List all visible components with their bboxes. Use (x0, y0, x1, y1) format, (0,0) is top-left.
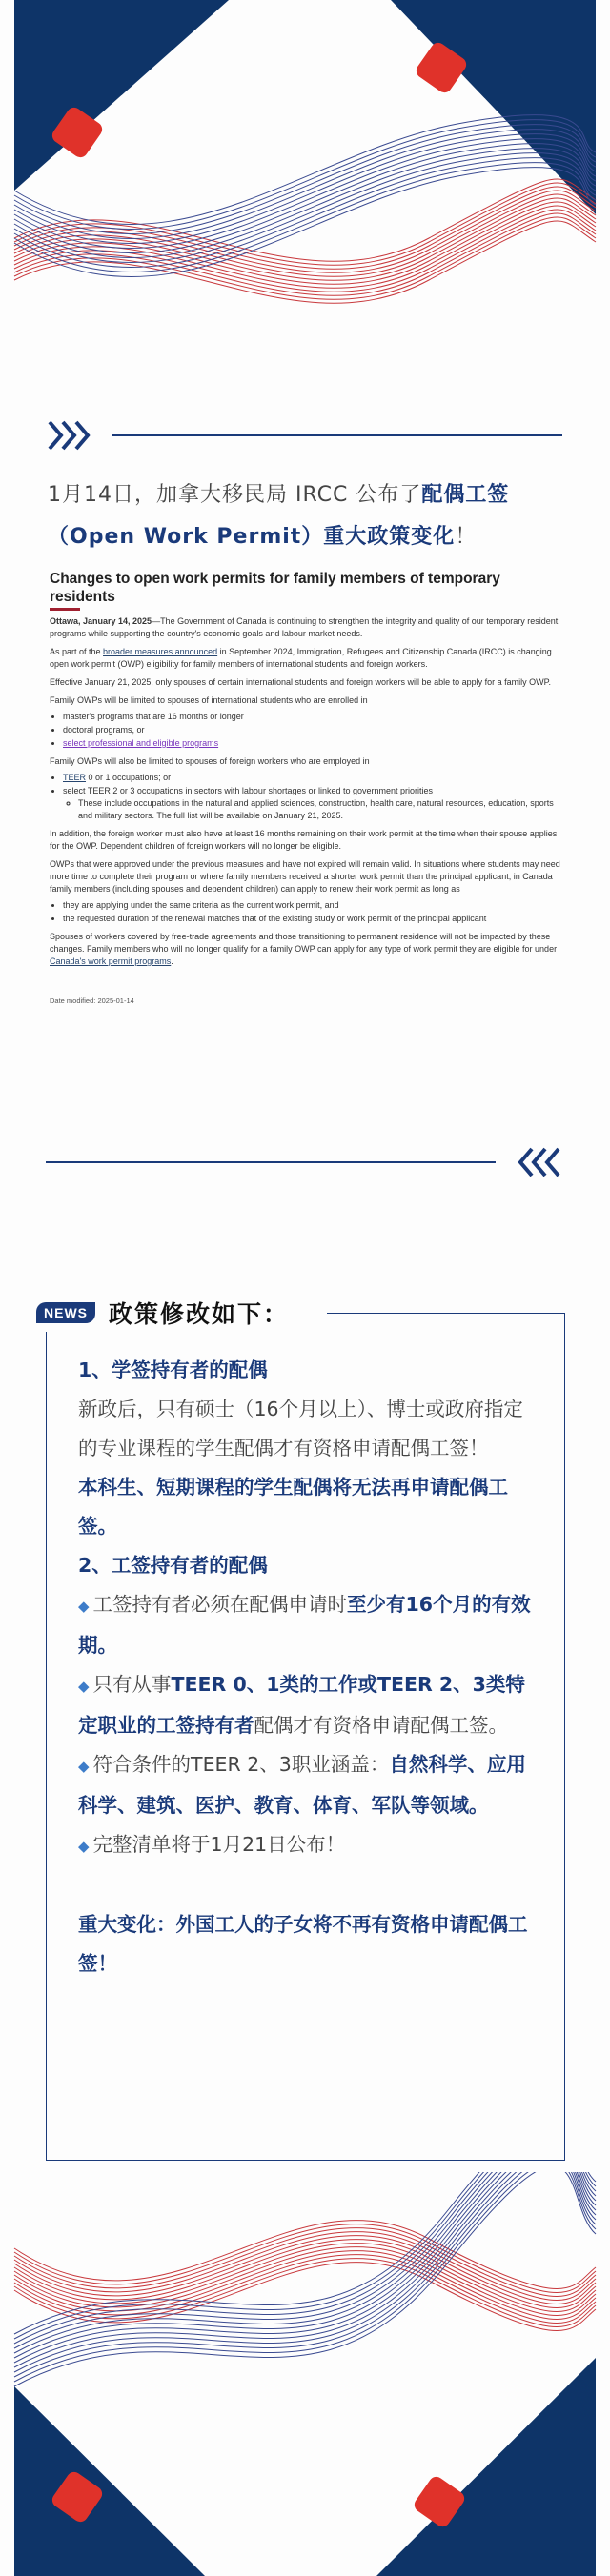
blue-wave-line (14, 120, 596, 230)
article-paragraph: Ottawa, January 14, 2025—The Government of Canada is continuing to strengthen the integrity and quality of our temporary resident programs while supporting the country's economic goals and labour market needs. (50, 616, 559, 638)
blue-wave-line (14, 2172, 596, 2363)
bullet-item: ◆ 完整清单将于1月21日公布！ (78, 1833, 346, 1856)
section-2-title: 2、工签持有者的配偶 (78, 1554, 268, 1577)
red-wave-line (14, 2221, 596, 2289)
navy-corner-right (376, 2358, 596, 2576)
list-item: • master's programs that are 16 months or longer (63, 711, 564, 723)
chevron-right-icon (50, 422, 88, 449)
red-wave-line (14, 2236, 596, 2304)
blue-diamond-icon: ◆ (78, 1598, 90, 1615)
navy-corner-left (14, 0, 229, 191)
red-wave-line (14, 187, 596, 269)
work-permit-programs-link[interactable]: Canada's work permit programs (50, 956, 172, 966)
article-paragraph: In addition, the foreign worker must also have at least 16 months remaining on their work permit at the time when their spouse applies for the OWP. Dependent children of foreign workers will no longer be eligible. (50, 829, 558, 851)
blue-wave-line (14, 2172, 596, 2334)
news-header (36, 1294, 327, 1332)
list-item: • doctoral programs, or (63, 724, 564, 736)
section-1-title: 1、学签持有者的配偶 (78, 1358, 268, 1381)
worker-occupation-list (63, 772, 564, 822)
blue-diamond-icon: ◆ (78, 1758, 90, 1775)
blue-wave-line (14, 2172, 596, 2367)
article-screenshot (50, 570, 564, 1007)
blue-wave-line (14, 2172, 596, 2386)
navy-corner-left (14, 2386, 205, 2576)
red-wave-line (14, 2240, 596, 2308)
bullet-item: ◆ 工签持有者必须在配偶申请时至少有16个月的有效期。 (78, 1593, 531, 1657)
teer-link[interactable]: TEER (63, 773, 87, 782)
bullet-item: ◆ 只有从事TEER 0、1类的工作或TEER 2、3类特定职业的工签持有者配偶才有资格申请配偶工签。 (78, 1673, 525, 1737)
red-wave-line (14, 221, 596, 303)
red-wave-line (14, 183, 596, 265)
blue-wave-line (14, 2172, 596, 2372)
article-paragraph: Spouses of workers covered by free-trade agreements and those transitioning to permanent residence will not be impacted by these changes. Family members who will no longer qualify for a family OWP can apply for any type of work permit they are eligible for under Canada's work permit programs. (50, 932, 558, 966)
article-paragraph: Family OWPs will also be limited to spouses of foreign workers who are employed in (50, 756, 370, 766)
article-paragraph: Effective January 21, 2025, only spouses of certain international students and foreign workers will be able to apply for a family OWP. (50, 677, 551, 687)
date-modified: Date modified: 2025-01-14 (50, 996, 134, 1005)
headline: 1月14日，加拿大移民局 IRCC 公布了配偶工签（Open Work Permit）重大政策变化！ (48, 483, 510, 549)
title-underline (50, 608, 80, 611)
blue-diamond-icon: ◆ (78, 1838, 90, 1855)
header-divider (0, 417, 610, 455)
navy-corner-right (391, 0, 596, 214)
section-1-text: 新政后，只有硕士（16个月以上）、博士或政府指定的专业课程的学生配偶才有资格申请配偶工签！ (78, 1398, 523, 1459)
red-wave-line (14, 2263, 596, 2331)
article-paragraph: Family OWPs will be limited to spouses of international students who are enrolled in (50, 695, 368, 705)
red-wave-line (14, 213, 596, 295)
final-highlight: 重大变化：外国工人的子女将不再有资格申请配偶工签！ (78, 1913, 528, 1975)
bullet-item: ◆ 符合条件的TEER 2、3职业涵盖：自然科学、应用科学、建筑、医护、教育、体育、军队等领域。 (78, 1753, 526, 1817)
article-title: Changes to open work permits for family members of temporary residents (50, 571, 500, 605)
list-item: • the requested duration of the renewal matches that of the existing study or work permit of the principal applicant (63, 913, 564, 925)
student-program-list (63, 711, 564, 750)
list-item: • TEER 0 or 1 occupations; or (63, 772, 564, 784)
list-item: • select TEER 2 or 3 occupations in sectors with labour shortages or linked to government priorities ◦ These include occupations in the natural and applied sciences, construction, health care, natural resources, education, sports and military sectors. The full list will be available on January 21, 2025. (63, 785, 564, 822)
headline-highlight: 配偶工签（Open Work Permit）重大政策变化 (48, 483, 510, 549)
list-item: • they are applying under the same criteria as the current work permit, and (63, 899, 564, 912)
red-wave-line (14, 2251, 596, 2320)
section-1-highlight: 本科生、短期课程的学生配偶将无法再申请配偶工签。 (78, 1476, 508, 1538)
article-paragraph: As part of the broader measures announced in September 2024, Immigration, Refugees and Citizenship Canada (IRCC) is changing open work permit (OWP) eligibility for family members of international students and foreign workers. (50, 647, 552, 669)
red-wave-line (14, 2232, 596, 2301)
broader-measures-link[interactable]: broader measures announced (103, 647, 218, 656)
footer-divider (0, 1143, 610, 1181)
red-wave-line (14, 206, 596, 288)
red-wave-line (14, 2244, 596, 2312)
wave-lines (14, 115, 596, 304)
blue-wave-line (14, 125, 596, 234)
red-wave-line (14, 2224, 596, 2293)
renewal-criteria-list (63, 899, 564, 925)
list-item (63, 737, 564, 750)
bottom-decoration (0, 2172, 610, 2576)
news-content (78, 1351, 534, 1983)
blue-wave-line (14, 2172, 596, 2377)
list-item: ◦ These include occupations in the natural and applied sciences, construction, health care, natural resources, education, sports and military sectors. The full list will be available on January 21, 2025. (78, 797, 564, 822)
select-programs-link[interactable]: select professional and eligible programs (63, 738, 219, 748)
top-decoration (0, 0, 610, 324)
news-title: 政策修改如下： (109, 1300, 290, 1328)
red-wave-line (14, 194, 596, 276)
red-wave-line (14, 2228, 596, 2297)
chevron-left-icon (520, 1149, 559, 1176)
red-wave-line (14, 2247, 596, 2316)
wave-lines (14, 2172, 596, 2386)
article-paragraph: OWPs that were approved under the previous measures and have not expired will remain valid. In situations where students may need more time to complete their program or where family members received a shorter work permit than the principal applicant, in Canada family members (including spouses and dependent children) can apply to renew their work permit as long as (50, 859, 560, 894)
red-wave-line (14, 202, 596, 284)
news-badge: NEWS (36, 1302, 95, 1323)
blue-diamond-icon: ◆ (78, 1678, 90, 1695)
